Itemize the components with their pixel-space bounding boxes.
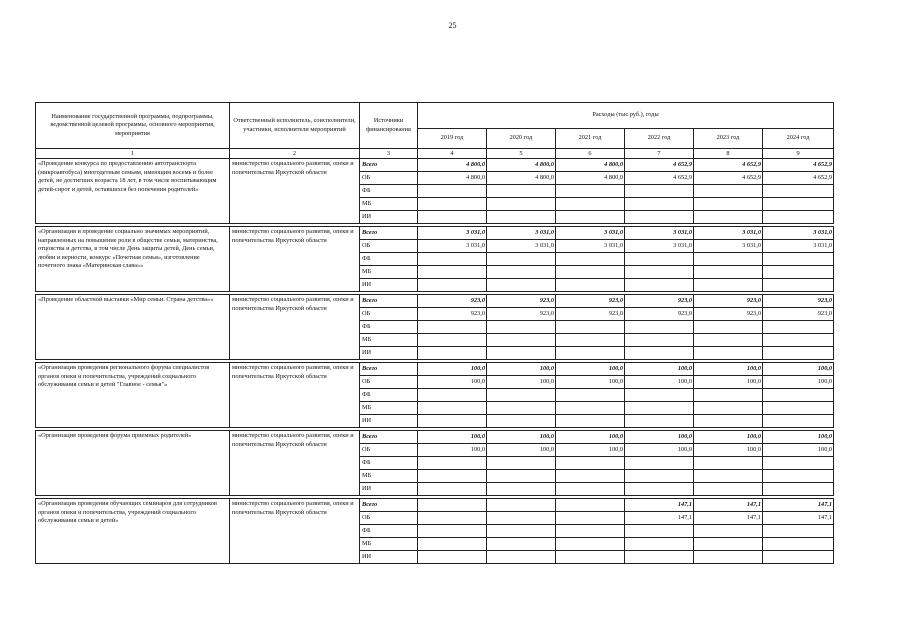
- expense-value: 3 031,0: [556, 227, 625, 240]
- expense-value: 4 652,9: [694, 172, 763, 185]
- header-year: 2024 год: [763, 129, 834, 149]
- expense-value: 4 652,9: [694, 159, 763, 172]
- expense-value: [556, 266, 625, 279]
- event-name: «Организация проведения форума приемных родителей»: [36, 431, 230, 496]
- event-executor: министерство социального развития, опеки и попечительства Иркутской области: [230, 295, 360, 360]
- expense-value: 4 800,0: [556, 172, 625, 185]
- expense-value: 100,0: [625, 444, 694, 457]
- expense-value: [418, 402, 487, 415]
- expense-value: 4 800,0: [418, 172, 487, 185]
- expense-value: 100,0: [694, 363, 763, 376]
- expense-value: 100,0: [763, 376, 834, 389]
- table-body: [36, 159, 834, 564]
- expense-value: [556, 185, 625, 198]
- expense-value: [763, 389, 834, 402]
- funding-source: МБ: [360, 470, 418, 483]
- expense-value: [556, 525, 625, 538]
- funding-source: ОБ: [360, 512, 418, 525]
- expense-value: 147,1: [694, 512, 763, 525]
- expense-value: [487, 402, 556, 415]
- funding-row: [36, 499, 834, 512]
- funding-source: МБ: [360, 402, 418, 415]
- expense-value: [625, 253, 694, 266]
- funding-source: ОБ: [360, 376, 418, 389]
- expense-value: [556, 402, 625, 415]
- funding-source: ФБ: [360, 389, 418, 402]
- funding-source: Всего: [360, 227, 418, 240]
- expense-value: [487, 266, 556, 279]
- expense-value: [487, 499, 556, 512]
- expense-value: [418, 499, 487, 512]
- funding-source: ФБ: [360, 525, 418, 538]
- expense-value: [556, 415, 625, 428]
- expense-value: [763, 525, 834, 538]
- expense-value: [418, 525, 487, 538]
- funding-source: Всего: [360, 295, 418, 308]
- expense-value: [487, 253, 556, 266]
- expense-value: [694, 538, 763, 551]
- header-year: 2022 год: [625, 129, 694, 149]
- funding-source: МБ: [360, 266, 418, 279]
- event-executor: министерство социального развития, опеки и попечительства Иркутской области: [230, 227, 360, 292]
- expense-value: [418, 321, 487, 334]
- expense-value: [418, 415, 487, 428]
- expense-value: [694, 185, 763, 198]
- column-number: 4: [418, 149, 487, 159]
- expense-value: [487, 551, 556, 564]
- column-number: 1: [36, 149, 230, 159]
- expense-value: [418, 211, 487, 224]
- expense-value: [763, 253, 834, 266]
- expense-value: 4 800,0: [556, 159, 625, 172]
- expense-value: 3 031,0: [625, 240, 694, 253]
- expense-value: 4 652,9: [625, 159, 694, 172]
- expense-value: [694, 470, 763, 483]
- expense-value: [418, 253, 487, 266]
- expense-value: [763, 551, 834, 564]
- expense-value: [487, 321, 556, 334]
- expense-value: 4 652,9: [625, 172, 694, 185]
- event-executor: министерство социального развития, опеки и попечительства Иркутской области: [230, 159, 360, 224]
- expense-value: [487, 389, 556, 402]
- expense-value: [418, 551, 487, 564]
- expense-value: [694, 198, 763, 211]
- expense-value: [694, 334, 763, 347]
- expense-value: 100,0: [487, 431, 556, 444]
- expense-value: 3 031,0: [418, 227, 487, 240]
- expense-value: [625, 457, 694, 470]
- expense-value: [763, 538, 834, 551]
- expense-value: [694, 253, 763, 266]
- expense-value: [418, 538, 487, 551]
- expense-value: [625, 266, 694, 279]
- expense-value: [625, 525, 694, 538]
- expense-value: [556, 551, 625, 564]
- funding-source: ИИ: [360, 415, 418, 428]
- expenses-table: [35, 102, 834, 564]
- expense-value: [418, 470, 487, 483]
- funding-source: Всего: [360, 431, 418, 444]
- expense-value: [694, 211, 763, 224]
- expense-value: [625, 347, 694, 360]
- expense-value: [487, 470, 556, 483]
- funding-row: [36, 159, 834, 172]
- funding-source: МБ: [360, 538, 418, 551]
- column-number: 7: [625, 149, 694, 159]
- funding-source: ИИ: [360, 347, 418, 360]
- column-number: 3: [360, 149, 418, 159]
- column-number: 9: [763, 149, 834, 159]
- expense-value: 100,0: [556, 376, 625, 389]
- expense-value: [763, 483, 834, 496]
- expense-value: [694, 415, 763, 428]
- expense-value: [556, 538, 625, 551]
- expense-value: 100,0: [418, 376, 487, 389]
- header-year: 2021 год: [556, 129, 625, 149]
- expense-value: [625, 198, 694, 211]
- expense-value: 923,0: [487, 295, 556, 308]
- expense-value: 3 031,0: [418, 240, 487, 253]
- expense-value: 100,0: [625, 376, 694, 389]
- column-number: 2: [230, 149, 360, 159]
- expense-value: [763, 402, 834, 415]
- expense-value: [625, 211, 694, 224]
- expense-value: 3 031,0: [763, 240, 834, 253]
- expense-value: [763, 457, 834, 470]
- expense-value: [418, 512, 487, 525]
- funding-source: МБ: [360, 198, 418, 211]
- expense-value: 100,0: [487, 363, 556, 376]
- expense-value: [625, 538, 694, 551]
- funding-source: МБ: [360, 334, 418, 347]
- event-name: «Организация и проведение социально значимых мероприятий, направленных на повышение роли в обществе семьи, материнства, отцовства и детства, в том числе День защиты детей, День семьи, любви и верности, конкурс «Почетная семья», изготовление почетного знака «Материнская слава»»: [36, 227, 230, 292]
- expense-value: [418, 185, 487, 198]
- expense-value: [556, 321, 625, 334]
- event-executor: министерство социального развития, опеки и попечительства Иркутской области: [230, 431, 360, 496]
- expense-value: [694, 402, 763, 415]
- expense-value: 100,0: [694, 444, 763, 457]
- expense-value: 923,0: [694, 295, 763, 308]
- expense-value: 147,1: [763, 512, 834, 525]
- expense-value: [625, 185, 694, 198]
- expense-value: [556, 389, 625, 402]
- expense-value: 923,0: [694, 308, 763, 321]
- expense-value: [418, 483, 487, 496]
- expense-value: [418, 457, 487, 470]
- funding-row: [36, 363, 834, 376]
- expense-value: [487, 525, 556, 538]
- funding-source: ИИ: [360, 551, 418, 564]
- expense-value: [763, 334, 834, 347]
- expense-value: [418, 347, 487, 360]
- expense-value: 923,0: [556, 295, 625, 308]
- expense-value: 100,0: [694, 431, 763, 444]
- expense-value: [763, 347, 834, 360]
- expense-value: 3 031,0: [694, 240, 763, 253]
- expense-value: [487, 483, 556, 496]
- expense-value: 100,0: [763, 363, 834, 376]
- expense-value: [418, 389, 487, 402]
- expense-value: 3 031,0: [763, 227, 834, 240]
- expense-value: [625, 389, 694, 402]
- expense-value: 4 652,9: [763, 172, 834, 185]
- expense-value: 100,0: [763, 431, 834, 444]
- expense-value: [556, 347, 625, 360]
- expense-value: 100,0: [625, 431, 694, 444]
- expense-value: 3 031,0: [556, 240, 625, 253]
- expense-value: 100,0: [556, 431, 625, 444]
- funding-source: ФБ: [360, 457, 418, 470]
- expense-value: [694, 483, 763, 496]
- funding-source: ОБ: [360, 240, 418, 253]
- expense-value: [694, 279, 763, 292]
- expense-value: [694, 389, 763, 402]
- expense-value: [625, 334, 694, 347]
- header-year: 2019 год: [418, 129, 487, 149]
- header-expenses: Расходы (тыс.руб.), годы: [418, 103, 834, 129]
- expense-value: 147,1: [625, 499, 694, 512]
- header-year: 2020 год: [487, 129, 556, 149]
- funding-source: ФБ: [360, 253, 418, 266]
- expense-value: [625, 551, 694, 564]
- expense-value: [694, 321, 763, 334]
- expense-value: [625, 402, 694, 415]
- expense-value: [556, 499, 625, 512]
- event-executor: министерство социального развития, опеки и попечительства Иркутской области: [230, 363, 360, 428]
- event-name: «Организация проведения обучающих семинаров для сотрудников органов опеки и попечительства, учреждений социального обслуживания семьи и детей»: [36, 499, 230, 564]
- funding-source: ОБ: [360, 172, 418, 185]
- column-number: 6: [556, 149, 625, 159]
- expense-value: [487, 538, 556, 551]
- expense-value: 100,0: [418, 431, 487, 444]
- expense-value: [418, 334, 487, 347]
- header-year: 2023 год: [694, 129, 763, 149]
- expense-value: 4 800,0: [487, 159, 556, 172]
- funding-source: Всего: [360, 499, 418, 512]
- expense-value: [625, 470, 694, 483]
- expense-value: [556, 334, 625, 347]
- expense-value: 100,0: [556, 363, 625, 376]
- expense-value: 923,0: [625, 295, 694, 308]
- expense-value: 923,0: [487, 308, 556, 321]
- expense-value: 3 031,0: [487, 240, 556, 253]
- expense-value: 4 652,9: [763, 159, 834, 172]
- funding-row: [36, 431, 834, 444]
- expense-value: [763, 198, 834, 211]
- expense-value: [625, 483, 694, 496]
- event-executor: министерство социального развития, опеки и попечительства Иркутской области: [230, 499, 360, 564]
- expense-value: [763, 279, 834, 292]
- expense-value: [556, 470, 625, 483]
- expense-value: [694, 347, 763, 360]
- expense-value: 100,0: [487, 444, 556, 457]
- expense-value: [487, 211, 556, 224]
- expense-value: 3 031,0: [625, 227, 694, 240]
- event-name: «Организация проведения регионального форума специалистов органов опеки и попечительства, учреждений социального обслуживания семьи и детей "Главное - семья"»: [36, 363, 230, 428]
- expense-value: [625, 321, 694, 334]
- expense-value: 147,1: [694, 499, 763, 512]
- expense-value: 923,0: [556, 308, 625, 321]
- expense-value: [556, 457, 625, 470]
- column-number-row: [36, 149, 834, 159]
- expense-value: [487, 185, 556, 198]
- expense-value: [625, 415, 694, 428]
- expense-value: 923,0: [763, 308, 834, 321]
- funding-source: ИИ: [360, 279, 418, 292]
- funding-row: [36, 227, 834, 240]
- expense-value: 100,0: [694, 376, 763, 389]
- funding-source: ОБ: [360, 308, 418, 321]
- expense-value: 4 800,0: [487, 172, 556, 185]
- expense-value: [487, 347, 556, 360]
- expense-value: [418, 279, 487, 292]
- funding-source: Всего: [360, 159, 418, 172]
- expense-value: 3 031,0: [694, 227, 763, 240]
- expense-value: [694, 266, 763, 279]
- expense-value: [763, 415, 834, 428]
- expense-value: [556, 253, 625, 266]
- expense-value: [763, 321, 834, 334]
- expense-value: [418, 266, 487, 279]
- expense-value: [763, 470, 834, 483]
- funding-source: ФБ: [360, 185, 418, 198]
- funding-source: ИИ: [360, 211, 418, 224]
- funding-source: ОБ: [360, 444, 418, 457]
- expense-value: [487, 279, 556, 292]
- expense-value: [556, 198, 625, 211]
- expense-value: 923,0: [763, 295, 834, 308]
- funding-source: ИИ: [360, 483, 418, 496]
- expense-value: [694, 457, 763, 470]
- expense-value: 147,1: [625, 512, 694, 525]
- expense-value: 3 031,0: [487, 227, 556, 240]
- expense-value: 147,1: [763, 499, 834, 512]
- expense-value: 100,0: [625, 363, 694, 376]
- expense-value: 923,0: [418, 295, 487, 308]
- expense-value: 100,0: [763, 444, 834, 457]
- expense-value: [487, 415, 556, 428]
- expense-value: [763, 266, 834, 279]
- expense-value: 923,0: [625, 308, 694, 321]
- funding-row: [36, 295, 834, 308]
- expense-value: [556, 512, 625, 525]
- expense-value: 100,0: [418, 363, 487, 376]
- funding-source: Всего: [360, 363, 418, 376]
- event-name: «Проведение конкурса по предоставлению автотранспорта (микроавтобуса) многодетным семьям, имеющим восемь и более детей, не достигших возраста 18 лет, в том числе воспитывающим детей-сирот и детей, оставшихся без попечения родителей»: [36, 159, 230, 224]
- expense-value: [487, 512, 556, 525]
- expense-value: [694, 525, 763, 538]
- expense-value: [694, 551, 763, 564]
- expense-value: [556, 483, 625, 496]
- header-program-name: Наименование государственной программы, подпрограммы, ведомственной целевой программы, основного мероприятия, мероприятия: [36, 103, 230, 149]
- column-number: 8: [694, 149, 763, 159]
- page-number: 25: [448, 21, 457, 30]
- expense-value: [625, 279, 694, 292]
- expense-value: 100,0: [556, 444, 625, 457]
- expense-value: [763, 185, 834, 198]
- expense-value: [487, 334, 556, 347]
- event-name: «Проведение областной выставки «Мир семьи. Страна детства»»: [36, 295, 230, 360]
- expense-value: [556, 211, 625, 224]
- expense-value: 923,0: [418, 308, 487, 321]
- header-funding-source: Источники финансирования: [360, 103, 418, 149]
- expense-value: [487, 457, 556, 470]
- expense-value: 100,0: [487, 376, 556, 389]
- expense-value: [418, 198, 487, 211]
- column-number: 5: [487, 149, 556, 159]
- expense-value: [487, 198, 556, 211]
- expense-value: 100,0: [418, 444, 487, 457]
- expense-value: [763, 211, 834, 224]
- expense-value: 4 800,0: [418, 159, 487, 172]
- expense-value: [556, 279, 625, 292]
- header-executor: Ответственный исполнитель, соисполнители, участники, исполнители мероприятий: [230, 103, 360, 149]
- funding-source: ФБ: [360, 321, 418, 334]
